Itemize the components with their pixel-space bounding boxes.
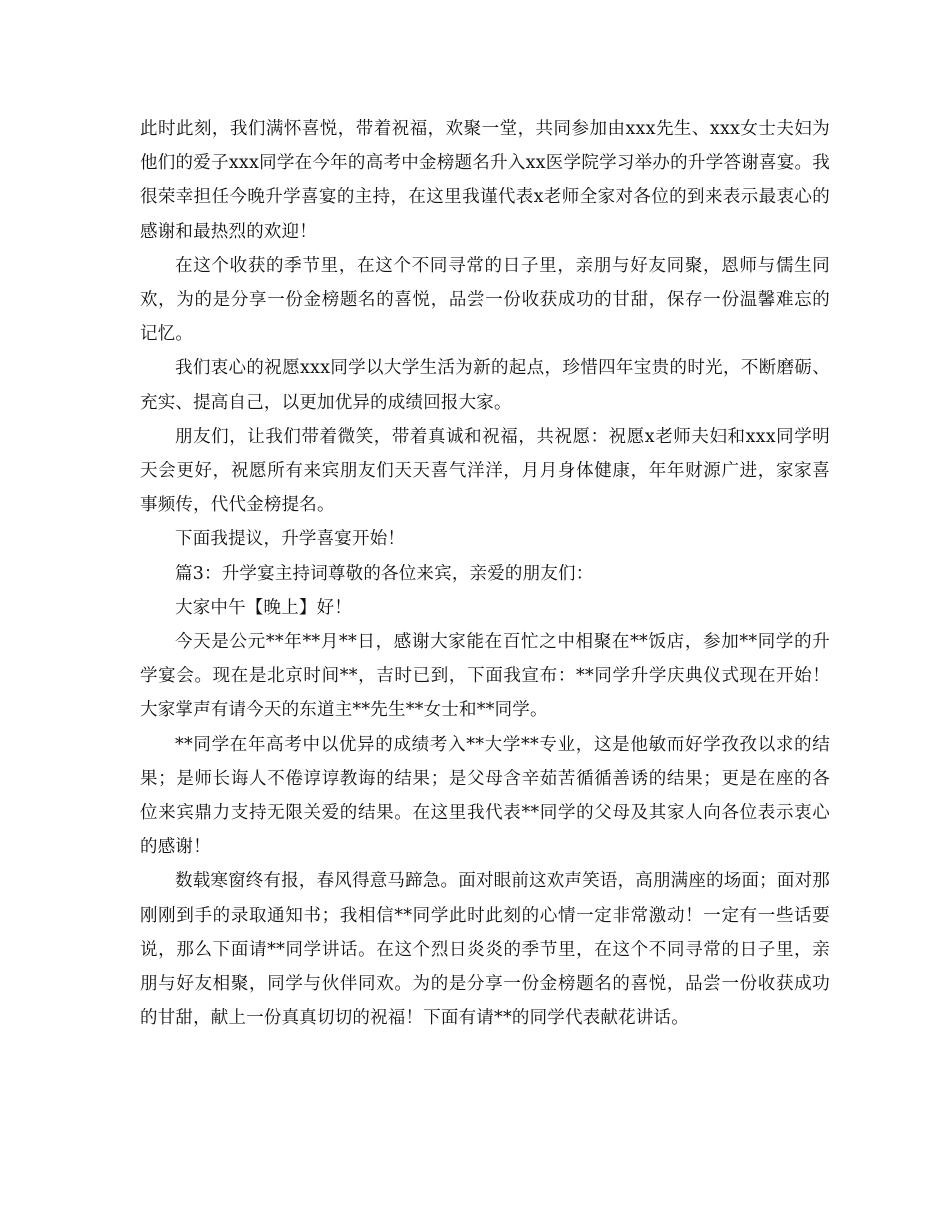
paragraph-3: 我们衷心的祝愿xxx同学以大学生活为新的起点，珍惜四年宝贵的时光，不断磨砺、充实、提高自己，以更加优异的成绩回报大家。 xyxy=(140,358,830,413)
greeting: 大家中午【晚上】好！ xyxy=(175,597,352,618)
paragraph-10: 数载寒窗终有报，春风得意马蹄急。面对眼前这欢声笑语，高朋满座的场面；面对那刚刚到手的录取通知书；我相信**同学此时此刻的心情一定非常激动！一定有一些话要说，那么下面请**同学讲话。在这个烈日炎炎的季节里，在这个不同寻常的日子里，亲朋与好友相聚，同学与伙伴同欢。为的是分享一份金榜题名的喜悦，品尝一份收获成功的甘甜，献上一份真真切切的祝福！下面有请**的同学代表献花讲话。 xyxy=(140,871,830,1029)
paragraph-8: 今天是公元**年**月**日，感谢大家能在百忙之中相聚在**饭店，参加**同学的升学宴会。现在是北京时间**，吉时已到，下面我宣布：**同学升学庆典仪式现在开始！大家掌声有请今天的东道主**先生**女士和**同学。 xyxy=(140,632,830,721)
paragraph-1: 此时此刻，我们满怀喜悦，带着祝福，欢聚一堂，共同参加由xxx先生、xxx女士夫妇为他们的爱子xxx同学在今年的高考中金榜题名升入xx医学院学习举办的升学答谢喜宴。我很荣幸担任今晚升学喜宴的主持，在这里我谨代表x老师全家对各位的到来表示最衷心的感谢和最热烈的欢迎！ xyxy=(140,119,830,242)
paragraph-4: 朋友们，让我们带着微笑，带着真诚和祝福，共祝愿：祝愿x老师夫妇和xxx同学明天会更好，祝愿所有来宾朋友们天天喜气洋洋，月月身体健康，年年财源广进，家家喜事频传，代代金榜提名。 xyxy=(140,426,830,516)
paragraph-9: **同学在年高考中以优异的成绩考入**大学**专业，这是他敏而好学孜孜以求的结果；是师长诲人不倦谆谆教诲的结果；是父母含辛茹苦循循善诱的结果；更是在座的各位来宾鼎力支持无限关爱的结果。在这里我代表**同学的父母及其家人向各位表示衷心的感谢！ xyxy=(140,734,830,858)
document-body xyxy=(140,112,830,1035)
section-heading: 篇3：升学宴主持词尊敬的各位来宾，亲爱的朋友们： xyxy=(175,563,594,584)
paragraph-2: 在这个收获的季节里，在这个不同寻常的日子里，亲朋与好友同聚，恩师与儒生同欢，为的是分享一份金榜题名的喜悦，品尝一份收获成功的甘甜，保存一份温馨难忘的记忆。 xyxy=(140,255,830,345)
paragraph-5: 下面我提议，升学喜宴开始！ xyxy=(175,529,406,550)
